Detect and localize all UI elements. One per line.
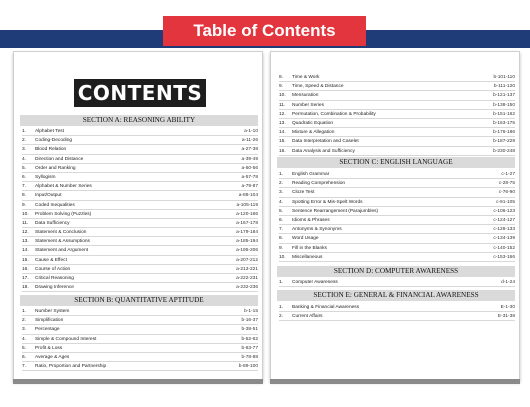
- toc-row: [22, 219, 258, 228]
- toc-item-title: Sentence Rearrangement (Parajumbles): [292, 208, 379, 214]
- toc-item-page: a-195-206: [236, 248, 258, 254]
- toc-item-title: Ratio, Proportion and Partnership: [35, 364, 107, 370]
- toc-item-title: Statement & Conclusion: [35, 230, 87, 236]
- section-c-header: SECTION C: ENGLISH LANGUAGE: [277, 157, 515, 168]
- toc-row: [279, 179, 515, 188]
- toc-item-number: 2.: [279, 314, 284, 320]
- toc-item-number: 1.: [22, 309, 27, 314]
- toc-row: [22, 274, 258, 283]
- toc-item-title: Data Sufficiency: [35, 220, 70, 226]
- toc-row: [22, 145, 258, 154]
- toc-row: [279, 119, 515, 128]
- toc-item-page: b-121-137: [493, 93, 515, 99]
- toc-item-number: 12.: [279, 111, 286, 117]
- toc-item-title: Input/Output: [35, 193, 62, 199]
- toc-item-number: 8.: [22, 193, 27, 199]
- toc-row: [22, 256, 258, 265]
- toc-item-title: Drawing Inference: [35, 285, 74, 291]
- toc-row: [279, 278, 515, 287]
- toc-row: [279, 253, 515, 262]
- toc-row: [22, 136, 258, 145]
- toc-item-page: b-230-248: [493, 148, 515, 154]
- toc-item-title: English Grammar: [292, 172, 330, 177]
- toc-item-page: a-88-104: [238, 193, 258, 199]
- toc-item-number: 4.: [22, 156, 27, 162]
- toc-item-page: a-213-221: [236, 266, 258, 272]
- toc-row: [279, 188, 515, 197]
- toc-item-number: 2.: [22, 138, 27, 144]
- toc-item-page: a-11-26: [241, 138, 258, 144]
- toc-item-page: b-52-62: [241, 336, 258, 342]
- section-b-header: SECTION B: QUANTITATIVE APTITUDE: [20, 295, 258, 306]
- toc-item-number: 11.: [279, 102, 286, 108]
- toc-item-number: 5.: [22, 165, 27, 171]
- toc-row: [22, 173, 258, 182]
- toc-row: [22, 127, 258, 136]
- toc-item-title: Simple & Compound Interest: [35, 336, 97, 342]
- toc-row: [22, 237, 258, 246]
- toc-item-title: Spotting Error & Mis-Spelt Words: [292, 199, 363, 205]
- toc-item-page: a-232-236: [236, 285, 258, 291]
- toc-item-title: Computer Awareness: [292, 280, 338, 285]
- toc-item-title: Statement and Argument: [35, 248, 89, 254]
- toc-item-page: a-50-56: [241, 165, 258, 171]
- toc-item-title: Antonyms & Synonyms: [292, 227, 342, 233]
- toc-item-number: 2.: [279, 181, 284, 187]
- toc-item-number: 9.: [279, 84, 284, 90]
- toc-item-page: a-179-184: [236, 230, 258, 236]
- section-d-header: SECTION D: COMPUTER AWARENESS: [277, 266, 515, 277]
- toc-item-page: b-63-77: [241, 345, 258, 351]
- toc-item-page: b-176-186: [493, 130, 515, 136]
- toc-item-page: a-27-38: [241, 147, 258, 153]
- section-b-list: [22, 307, 258, 371]
- toc-item-number: 9.: [22, 202, 27, 208]
- toc-row: [279, 216, 515, 225]
- section-b-continued-list: [279, 73, 515, 156]
- toc-item-number: 8.: [279, 75, 284, 80]
- toc-item-number: 5.: [279, 208, 284, 214]
- toc-row: [279, 147, 515, 156]
- page-title: Table of Contents: [163, 16, 366, 46]
- toc-row: [22, 362, 258, 371]
- section-a-list: [22, 127, 258, 292]
- toc-row: [279, 128, 515, 137]
- toc-item-number: 16.: [22, 266, 29, 272]
- toc-row: [279, 137, 515, 146]
- toc-item-number: 1.: [22, 129, 27, 134]
- toc-item-number: 3.: [279, 190, 284, 196]
- toc-item-number: 4.: [22, 336, 27, 342]
- toc-item-number: 16.: [279, 148, 286, 154]
- toc-item-page: b-101-110: [493, 75, 515, 80]
- toc-item-number: 13.: [279, 120, 286, 126]
- toc-item-number: 4.: [279, 199, 284, 205]
- toc-item-title: Banking & Financial Awareness: [292, 305, 360, 310]
- left-page: [13, 51, 263, 381]
- toc-item-number: 1.: [279, 305, 284, 310]
- toc-item-page: b-38-51: [241, 327, 258, 333]
- toc-item-title: Blood Relation: [35, 147, 67, 153]
- toc-item-title: Profit & Loss: [35, 345, 63, 351]
- toc-item-page: b-1-15: [244, 309, 258, 314]
- toc-item-number: 15.: [279, 139, 286, 145]
- toc-item-title: Coded Inequalities: [35, 202, 75, 208]
- toc-item-title: Reading Comprehension: [292, 181, 346, 187]
- toc-item-page: c-1-27: [501, 172, 515, 177]
- toc-item-number: 9.: [279, 245, 284, 251]
- toc-item-page: a-167-178: [236, 220, 258, 226]
- toc-item-number: 10.: [22, 211, 29, 217]
- toc-item-number: 1.: [279, 280, 284, 285]
- toc-item-title: Number System: [35, 309, 70, 314]
- toc-item-number: 12.: [22, 230, 29, 236]
- toc-item-page: a-79-87: [241, 184, 258, 190]
- toc-item-page: a-105-119: [236, 202, 258, 208]
- right-page: [270, 51, 520, 381]
- toc-item-number: 11.: [22, 220, 29, 226]
- toc-item-title: Current Affairs: [292, 314, 323, 320]
- page-bottom-bar: [13, 379, 263, 384]
- toc-item-title: Average & Ages: [35, 354, 70, 360]
- section-a-header: SECTION A: REASONING ABILITY: [20, 115, 258, 126]
- toc-item-page: a-39-49: [241, 156, 258, 162]
- toc-item-title: Mensuration: [292, 93, 319, 99]
- toc-item-page: d-1-24: [501, 280, 515, 285]
- toc-item-number: 8.: [279, 236, 284, 242]
- toc-item-number: 13.: [22, 239, 29, 245]
- toc-item-title: Cloze Test: [292, 190, 315, 196]
- toc-item-page: c-140-152: [493, 245, 515, 251]
- toc-row: [22, 228, 258, 237]
- toc-item-title: Time, Speed & Distance: [292, 84, 344, 90]
- toc-item-title: Syllogism: [35, 174, 56, 180]
- toc-item-title: Fill in the Blanks: [292, 245, 327, 251]
- toc-row: [279, 234, 515, 243]
- toc-row: [279, 110, 515, 119]
- toc-item-title: Data Interpretation and Caselet: [292, 139, 359, 145]
- toc-item-title: Coding-Decoding: [35, 138, 73, 144]
- toc-item-number: 2.: [22, 318, 27, 324]
- section-d-list: [279, 278, 515, 287]
- toc-item-title: Direction and Distance: [35, 156, 84, 162]
- toc-row: [22, 283, 258, 292]
- toc-item-title: Problem Solving (Puzzles): [35, 211, 92, 217]
- toc-item-page: c-134-139: [493, 236, 515, 242]
- toc-item-page: b-187-229: [493, 139, 515, 145]
- toc-item-page: b-138-150: [493, 102, 515, 108]
- toc-item-page: c-76-90: [498, 190, 515, 196]
- toc-item-page: c-91-105: [496, 199, 515, 205]
- toc-row: [22, 246, 258, 255]
- toc-row: [279, 207, 515, 216]
- toc-item-title: Time & Work: [292, 75, 320, 80]
- toc-row: [22, 316, 258, 325]
- toc-row: [22, 201, 258, 210]
- toc-item-title: Permutation, Combination & Probability: [292, 111, 376, 117]
- toc-item-title: Alphabet Test: [35, 129, 64, 134]
- toc-item-number: 7.: [22, 184, 27, 190]
- toc-item-page: b-16-37: [241, 318, 258, 324]
- toc-item-number: 14.: [279, 130, 286, 136]
- page-bottom-bar: [270, 379, 520, 384]
- toc-row: [279, 244, 515, 253]
- toc-item-page: a-57-78: [241, 174, 258, 180]
- toc-item-title: Percentage: [35, 327, 60, 333]
- toc-item-number: 5.: [22, 345, 27, 351]
- toc-item-title: Order and Ranking: [35, 165, 76, 171]
- toc-item-number: 7.: [22, 364, 27, 370]
- toc-row: [279, 303, 515, 312]
- toc-row: [279, 170, 515, 179]
- toc-row: [279, 198, 515, 207]
- toc-item-page: a-1-10: [244, 129, 258, 134]
- toc-item-title: Word Usage: [292, 236, 319, 242]
- toc-item-page: b-89-100: [238, 364, 258, 370]
- toc-item-title: Statement & Assumptions: [35, 239, 90, 245]
- toc-item-page: c-106-123: [493, 208, 515, 214]
- toc-row: [22, 353, 258, 362]
- toc-item-page: b-111-120: [493, 84, 515, 90]
- toc-item-title: Idioms & Phrases: [292, 217, 330, 223]
- toc-item-page: c-153-166: [493, 254, 515, 260]
- toc-row: [279, 312, 515, 321]
- toc-item-number: 14.: [22, 248, 29, 254]
- toc-row: [22, 210, 258, 219]
- toc-item-title: Number Series: [292, 102, 324, 108]
- toc-item-title: Miscellaneous: [292, 254, 323, 260]
- toc-row: [279, 82, 515, 91]
- toc-item-title: Quadratic Equation: [292, 120, 334, 126]
- toc-item-number: 10.: [279, 93, 286, 99]
- toc-row: [22, 307, 258, 316]
- toc-item-number: 6.: [22, 174, 27, 180]
- toc-row: [22, 335, 258, 344]
- toc-item-number: 6.: [22, 354, 27, 360]
- toc-row: [22, 344, 258, 353]
- toc-item-number: 3.: [22, 327, 27, 333]
- toc-item-page: c-124-127: [493, 217, 515, 223]
- toc-item-number: 15.: [22, 257, 29, 263]
- toc-row: [279, 225, 515, 234]
- toc-item-page: a-207-212: [236, 257, 258, 263]
- toc-item-title: Course of Action: [35, 266, 71, 272]
- toc-item-title: Mixture & Allegation: [292, 130, 335, 136]
- toc-item-number: 7.: [279, 227, 284, 233]
- toc-row: [22, 191, 258, 200]
- contents-logo: CONTENTS: [74, 79, 206, 107]
- toc-item-number: 10.: [279, 254, 286, 260]
- toc-item-title: Data Analysis and Sufficiency: [292, 148, 355, 154]
- toc-item-number: 17.: [22, 276, 29, 281]
- toc-item-title: Cause & Effect: [35, 257, 67, 263]
- toc-item-page: E-31-38: [497, 314, 515, 320]
- toc-item-number: 1.: [279, 172, 284, 177]
- toc-row: [22, 155, 258, 164]
- toc-item-page: c-128-133: [493, 227, 515, 233]
- toc-item-number: 18.: [22, 285, 29, 291]
- toc-item-page: E-1-30: [500, 305, 515, 310]
- toc-item-page: b-163-175: [493, 120, 515, 126]
- toc-item-page: b-151-162: [493, 111, 515, 117]
- toc-row: [22, 182, 258, 191]
- section-e-header: SECTION E: GENERAL & FINANCIAL AWARENESS: [277, 290, 515, 301]
- toc-row: [279, 101, 515, 110]
- toc-item-page: a-222-231: [236, 276, 258, 281]
- toc-row: [22, 325, 258, 334]
- toc-row: [279, 73, 515, 82]
- toc-item-number: 6.: [279, 217, 284, 223]
- toc-row: [22, 164, 258, 173]
- toc-row: [22, 265, 258, 274]
- toc-item-title: Critical Reasoning: [35, 276, 74, 281]
- section-e-list: [279, 303, 515, 321]
- toc-item-page: c-28-75: [498, 181, 515, 187]
- toc-item-title: Alphabet & Number Series: [35, 184, 92, 190]
- toc-row: [279, 91, 515, 100]
- toc-item-page: a-185-194: [236, 239, 258, 245]
- toc-item-page: a-120-166: [236, 211, 258, 217]
- toc-item-page: b-78-88: [241, 354, 258, 360]
- section-c-list: [279, 170, 515, 262]
- toc-item-number: 3.: [22, 147, 27, 153]
- toc-item-title: Simplification: [35, 318, 64, 324]
